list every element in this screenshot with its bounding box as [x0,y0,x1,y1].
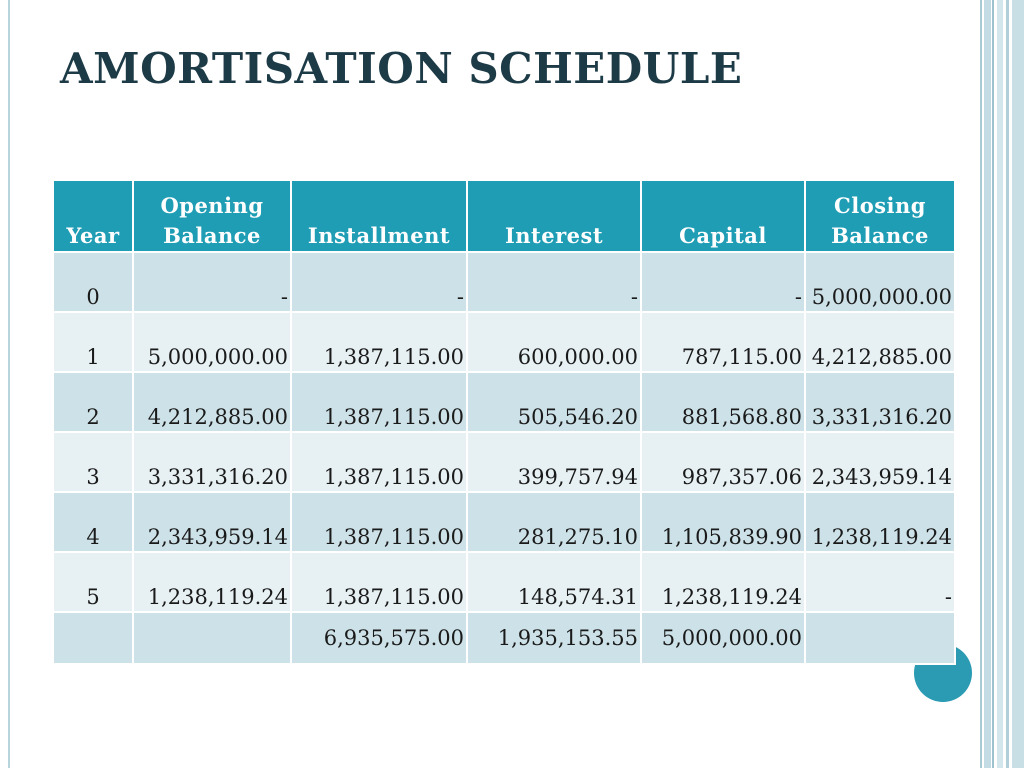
cell-opening-balance: 2,343,959.14 [133,492,291,552]
cell-installment: 1,387,115.00 [291,312,467,372]
cell-capital: 987,357.06 [641,432,805,492]
header-closing-balance: Closing Balance [805,180,955,252]
cell-year: 3 [53,432,133,492]
cell-interest: 399,757.94 [467,432,641,492]
cell-capital: - [641,252,805,312]
cell-closing-balance: 1,238,119.24 [805,492,955,552]
cell-opening-balance: 4,212,885.00 [133,372,291,432]
cell-interest: - [467,252,641,312]
table-header-row [53,180,955,252]
cell-capital: 881,568.80 [641,372,805,432]
header-interest: Interest [467,180,641,252]
cell-year: 5 [53,552,133,612]
cell-total-capital: 5,000,000.00 [641,612,805,664]
cell-year: 4 [53,492,133,552]
cell-closing-balance: 2,343,959.14 [805,432,955,492]
cell-opening-balance: - [133,252,291,312]
left-border-line [8,0,10,768]
header-year: Year [53,180,133,252]
cell-total-closing [805,612,955,664]
cell-interest: 600,000.00 [467,312,641,372]
cell-total-interest: 1,935,153.55 [467,612,641,664]
right-decoration-bar [984,0,991,768]
cell-opening-balance: 1,238,119.24 [133,552,291,612]
cell-installment: 1,387,115.00 [291,432,467,492]
slide-title: AMORTISATION SCHEDULE [60,44,743,93]
table-row [53,372,955,432]
cell-capital: 1,105,839.90 [641,492,805,552]
right-decoration-bar [980,0,982,768]
right-decoration-bar [997,0,1003,768]
cell-year: 1 [53,312,133,372]
cell-year: 0 [53,252,133,312]
cell-opening-balance: 5,000,000.00 [133,312,291,372]
header-opening-balance: Opening Balance [133,180,291,252]
cell-total-opening [133,612,291,664]
cell-interest: 148,574.31 [467,552,641,612]
cell-closing-balance: 5,000,000.00 [805,252,955,312]
cell-opening-balance: 3,331,316.20 [133,432,291,492]
cell-closing-balance: 4,212,885.00 [805,312,955,372]
cell-interest: 505,546.20 [467,372,641,432]
header-capital: Capital [641,180,805,252]
cell-closing-balance: 3,331,316.20 [805,372,955,432]
cell-capital: 787,115.00 [641,312,805,372]
cell-closing-balance: - [805,552,955,612]
cell-installment: 1,387,115.00 [291,492,467,552]
cell-total-year [53,612,133,664]
cell-total-installment: 6,935,575.00 [291,612,467,664]
cell-installment: - [291,252,467,312]
table-row [53,432,955,492]
table-row [53,252,955,312]
cell-installment: 1,387,115.00 [291,552,467,612]
table-row [53,552,955,612]
right-decoration-bar [1006,0,1009,768]
header-installment: Installment [291,180,467,252]
right-decoration-bar [992,0,994,768]
table-row [53,492,955,552]
cell-interest: 281,275.10 [467,492,641,552]
cell-capital: 1,238,119.24 [641,552,805,612]
cell-year: 2 [53,372,133,432]
right-decoration-bar [1012,0,1024,768]
cell-installment: 1,387,115.00 [291,372,467,432]
table-row [53,312,955,372]
table-totals-row [53,612,955,664]
amortisation-table [52,179,956,665]
